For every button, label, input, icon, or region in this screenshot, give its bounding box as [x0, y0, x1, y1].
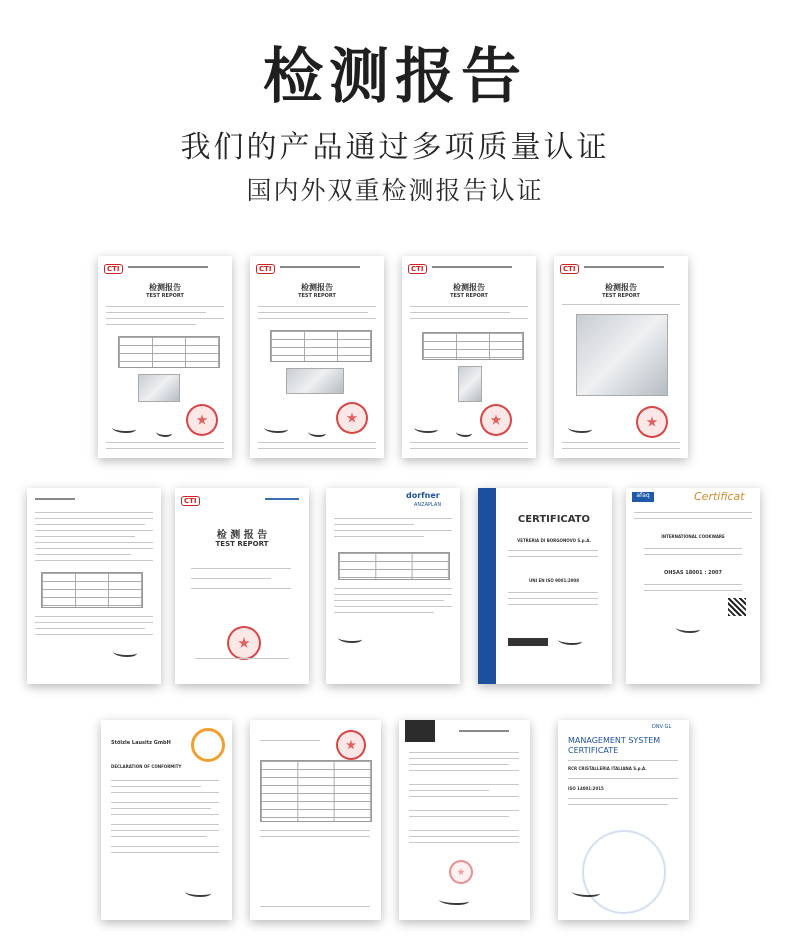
test-report-card-4 [554, 256, 688, 458]
report-heading: 检测报告 [605, 283, 637, 292]
cti-logo-icon: CTI [104, 264, 123, 274]
report-heading-en: TEST REPORT [146, 293, 184, 299]
signature [185, 888, 211, 897]
certificate-product: INTERNATIONAL COOKWARE [661, 534, 725, 539]
red-seal-icon [186, 404, 218, 436]
report-heading: 检测报告 [149, 283, 181, 292]
signature [414, 424, 438, 433]
product-photo [286, 368, 344, 394]
signature [572, 888, 600, 897]
analysis-report-card-7 [326, 488, 460, 684]
results-table [270, 330, 372, 362]
anzaplan-logo: ANZAPLAN [414, 502, 442, 508]
results-table [260, 760, 372, 822]
signature [558, 636, 582, 645]
certificate-company: VETRERIA DI BORGONOVO S.p.A. [517, 538, 591, 543]
dorfner-logo: dorfner [406, 491, 440, 500]
stolzle-logo-icon [191, 728, 225, 762]
red-seal-icon [336, 402, 368, 434]
lab-logo-icon [405, 720, 435, 742]
iso-certificate-card-8 [478, 488, 612, 684]
lab-report-card-5 [27, 488, 161, 684]
report-heading: 检 测 报 告 [216, 530, 268, 541]
red-seal-icon [636, 406, 668, 438]
qr-code-icon [728, 598, 746, 616]
dnvgl-logo: DNV·GL [652, 724, 672, 730]
product-photo [576, 314, 668, 396]
signature [676, 624, 700, 633]
page-subtitle: 我们的产品通过多项质量认证 [180, 130, 610, 165]
declaration-card-10 [101, 720, 232, 920]
test-report-card-6 [175, 488, 309, 684]
cti-logo-icon: CTI [560, 264, 579, 274]
signature [113, 648, 137, 657]
certificate-standard: ISO 14001:2015 [568, 786, 604, 791]
certificate-heading: CERTIFICATO [517, 514, 591, 525]
results-table [41, 572, 143, 608]
test-report-card-2 [250, 256, 384, 458]
watermark-globe-icon [582, 830, 666, 914]
test-certificate-card-12 [399, 720, 530, 920]
test-report-card-1 [98, 256, 232, 458]
cti-logo-icon: CTI [408, 264, 427, 274]
signature [568, 424, 592, 433]
page-title: 检测报告 [263, 42, 527, 112]
certificate-heading-line2: CERTIFICATE [568, 746, 619, 755]
results-table [422, 332, 524, 360]
afaq-logo-icon: afaq [632, 492, 654, 502]
page-tagline: 国内外双重检测报告认证 [246, 176, 544, 205]
management-cert-card-13 [558, 720, 689, 920]
results-table [338, 552, 450, 580]
stolzle-company: Stölzle Lausitz GmbH [111, 740, 171, 746]
signature [439, 896, 469, 905]
results-table [118, 336, 220, 368]
report-heading-en: TEST REPORT [215, 540, 269, 548]
signature [112, 424, 136, 433]
report-heading-en: TEST REPORT [450, 293, 488, 299]
red-seal-icon [227, 626, 261, 660]
signature [264, 424, 288, 433]
certificate-standard: OHSAS 18001 : 2007 [663, 570, 723, 576]
test-form-card-11 [250, 720, 381, 920]
report-heading: 检测报告 [453, 283, 485, 292]
red-seal-icon [336, 730, 366, 760]
report-heading: 检测报告 [301, 283, 333, 292]
cti-logo-icon: CTI [256, 264, 275, 274]
signature [338, 634, 362, 643]
report-heading-en: TEST REPORT [298, 293, 336, 299]
report-heading-en: TEST REPORT [602, 293, 640, 299]
certificate-heading-line1: MANAGEMENT SYSTEM [568, 736, 661, 745]
red-seal-icon [480, 404, 512, 436]
product-photo [458, 366, 482, 402]
declaration-heading: DECLARATION OF CONFORMITY [111, 764, 182, 769]
cti-logo-icon: CTI [181, 496, 200, 506]
blue-side-band [478, 488, 496, 684]
afaq-certificate-card-9 [626, 488, 760, 684]
certificate-standard: UNI EN ISO 9001:2008 [529, 578, 579, 583]
red-seal-icon [449, 860, 473, 884]
product-photo [138, 374, 180, 402]
certificate-heading: Certificat [694, 490, 745, 503]
test-report-card-3 [402, 256, 536, 458]
certificate-company: RCR CRISTALLERIA ITALIANA S.p.A. [568, 766, 647, 771]
